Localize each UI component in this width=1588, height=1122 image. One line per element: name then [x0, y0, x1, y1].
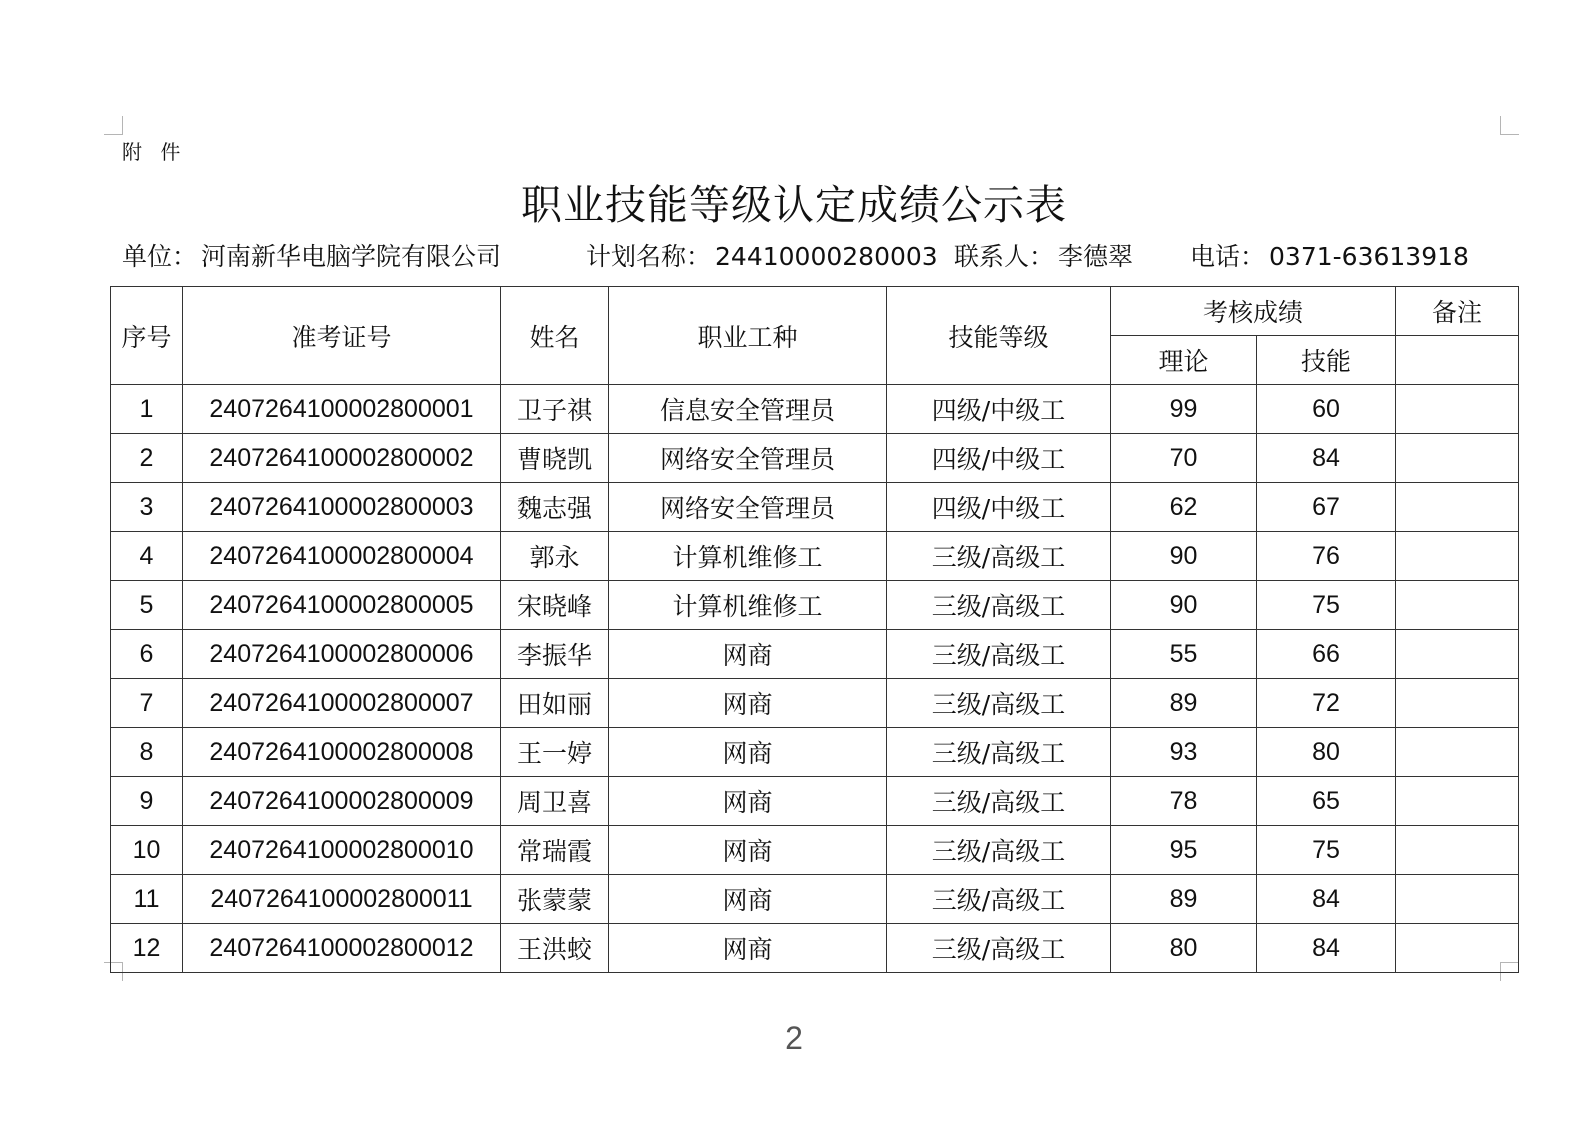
cell-level: 三级/高级工 [887, 581, 1111, 630]
cell-ticket: 2407264100002800006 [183, 630, 501, 679]
cell-seq: 7 [111, 679, 183, 728]
cell-level: 三级/高级工 [887, 875, 1111, 924]
cell-occupation: 网商 [609, 875, 887, 924]
plan-value: 24410000280003 [715, 242, 938, 271]
plan-label: 计划名称： [586, 242, 712, 271]
cell-occupation: 计算机维修工 [609, 581, 887, 630]
cell-ticket: 2407264100002800004 [183, 532, 501, 581]
cell-name: 郭永 [501, 532, 609, 581]
cell-seq: 6 [111, 630, 183, 679]
cell-occupation: 网络安全管理员 [609, 483, 887, 532]
cell-name: 李振华 [501, 630, 609, 679]
cell-skill: 75 [1257, 826, 1396, 875]
header-remarks-blank [1396, 336, 1519, 385]
cell-level: 三级/高级工 [887, 679, 1111, 728]
cell-seq: 12 [111, 924, 183, 973]
unit-value: 河南新华电脑学院有限公司 [201, 242, 502, 271]
cell-skill: 80 [1257, 728, 1396, 777]
cell-occupation: 网商 [609, 924, 887, 973]
cell-remarks [1396, 581, 1519, 630]
cell-ticket: 2407264100002800010 [183, 826, 501, 875]
header-theory: 理论 [1111, 336, 1257, 385]
contact-label: 联系人： [954, 242, 1055, 271]
cell-ticket: 2407264100002800009 [183, 777, 501, 826]
cell-name: 曹晓凯 [501, 434, 609, 483]
cell-remarks [1396, 679, 1519, 728]
cell-seq: 1 [111, 385, 183, 434]
header-occupation: 职业工种 [609, 287, 887, 385]
cell-seq: 9 [111, 777, 183, 826]
cell-occupation: 网络安全管理员 [609, 434, 887, 483]
cell-name: 卫子祺 [501, 385, 609, 434]
cell-theory: 89 [1111, 679, 1257, 728]
cell-theory: 99 [1111, 385, 1257, 434]
cell-seq: 10 [111, 826, 183, 875]
cell-skill: 76 [1257, 532, 1396, 581]
table-row [111, 875, 1519, 924]
cell-level: 三级/高级工 [887, 924, 1111, 973]
cell-occupation: 网商 [609, 728, 887, 777]
header-seq: 序号 [111, 287, 183, 385]
cell-theory: 78 [1111, 777, 1257, 826]
table-row [111, 483, 1519, 532]
cell-theory: 90 [1111, 532, 1257, 581]
cell-remarks [1396, 728, 1519, 777]
cell-ticket: 2407264100002800001 [183, 385, 501, 434]
cell-seq: 2 [111, 434, 183, 483]
table-row [111, 728, 1519, 777]
cell-name: 田如丽 [501, 679, 609, 728]
header-remarks: 备注 [1396, 287, 1519, 336]
table-row [111, 385, 1519, 434]
page-number: 2 [785, 1020, 803, 1056]
cell-remarks [1396, 924, 1519, 973]
cell-ticket: 2407264100002800011 [183, 875, 501, 924]
table-row [111, 434, 1519, 483]
header-score-group: 考核成绩 [1111, 287, 1396, 336]
cell-level: 三级/高级工 [887, 826, 1111, 875]
cell-name: 魏志强 [501, 483, 609, 532]
cell-occupation: 网商 [609, 630, 887, 679]
cell-level: 三级/高级工 [887, 777, 1111, 826]
header-skill: 技能 [1257, 336, 1396, 385]
table-row [111, 532, 1519, 581]
cell-seq: 8 [111, 728, 183, 777]
attachment-label: 附 件 [122, 140, 187, 164]
cell-level: 三级/高级工 [887, 630, 1111, 679]
cell-occupation: 网商 [609, 679, 887, 728]
cell-level: 三级/高级工 [887, 532, 1111, 581]
cell-ticket: 2407264100002800005 [183, 581, 501, 630]
cell-name: 周卫喜 [501, 777, 609, 826]
cell-remarks [1396, 630, 1519, 679]
cell-theory: 95 [1111, 826, 1257, 875]
cell-occupation: 信息安全管理员 [609, 385, 887, 434]
cell-ticket: 2407264100002800012 [183, 924, 501, 973]
cell-theory: 80 [1111, 924, 1257, 973]
cell-seq: 4 [111, 532, 183, 581]
table-row [111, 581, 1519, 630]
cell-seq: 11 [111, 875, 183, 924]
phone-value: 0371-63613918 [1269, 242, 1469, 271]
cell-skill: 84 [1257, 434, 1396, 483]
unit-info [122, 237, 501, 273]
cell-theory: 89 [1111, 875, 1257, 924]
cell-occupation: 计算机维修工 [609, 532, 887, 581]
table-row [111, 679, 1519, 728]
cell-name: 王一婷 [501, 728, 609, 777]
table-row [111, 826, 1519, 875]
scores-table [110, 286, 1519, 973]
cell-remarks [1396, 385, 1519, 434]
cell-remarks [1396, 875, 1519, 924]
header-row-top [111, 287, 1519, 336]
unit-label: 单位： [122, 242, 198, 271]
contact-value: 李德翠 [1058, 242, 1134, 271]
table-row [111, 777, 1519, 826]
header-ticket: 准考证号 [183, 287, 501, 385]
cell-name: 常瑞霞 [501, 826, 609, 875]
cell-remarks [1396, 777, 1519, 826]
phone-info [1190, 237, 1469, 273]
cell-remarks [1396, 532, 1519, 581]
contact-info [954, 237, 1133, 273]
header-level: 技能等级 [887, 287, 1111, 385]
cell-occupation: 网商 [609, 777, 887, 826]
cell-remarks [1396, 434, 1519, 483]
cell-seq: 3 [111, 483, 183, 532]
cell-theory: 93 [1111, 728, 1257, 777]
cell-seq: 5 [111, 581, 183, 630]
cell-skill: 75 [1257, 581, 1396, 630]
cell-skill: 72 [1257, 679, 1396, 728]
page-title: 职业技能等级认定成绩公示表 [521, 181, 1067, 229]
cell-theory: 90 [1111, 581, 1257, 630]
cell-skill: 65 [1257, 777, 1396, 826]
cell-skill: 67 [1257, 483, 1396, 532]
cell-theory: 55 [1111, 630, 1257, 679]
cell-level: 四级/中级工 [887, 434, 1111, 483]
cell-skill: 66 [1257, 630, 1396, 679]
cell-remarks [1396, 483, 1519, 532]
cell-occupation: 网商 [609, 826, 887, 875]
cell-ticket: 2407264100002800002 [183, 434, 501, 483]
cell-skill: 84 [1257, 875, 1396, 924]
cell-name: 宋晓峰 [501, 581, 609, 630]
cell-remarks [1396, 826, 1519, 875]
cell-skill: 60 [1257, 385, 1396, 434]
table-body [111, 385, 1519, 973]
table-row [111, 630, 1519, 679]
crop-mark-top-right [1500, 116, 1519, 135]
cell-ticket: 2407264100002800003 [183, 483, 501, 532]
cell-ticket: 2407264100002800008 [183, 728, 501, 777]
cell-level: 三级/高级工 [887, 728, 1111, 777]
cell-level: 四级/中级工 [887, 483, 1111, 532]
plan-info [586, 237, 938, 273]
cell-ticket: 2407264100002800007 [183, 679, 501, 728]
table-row [111, 924, 1519, 973]
cell-name: 张蒙蒙 [501, 875, 609, 924]
header-name: 姓名 [501, 287, 609, 385]
cell-level: 四级/中级工 [887, 385, 1111, 434]
cell-name: 王洪蛟 [501, 924, 609, 973]
phone-label: 电话： [1190, 242, 1266, 271]
crop-mark-top-left [104, 116, 123, 135]
cell-theory: 62 [1111, 483, 1257, 532]
cell-theory: 70 [1111, 434, 1257, 483]
cell-skill: 84 [1257, 924, 1396, 973]
